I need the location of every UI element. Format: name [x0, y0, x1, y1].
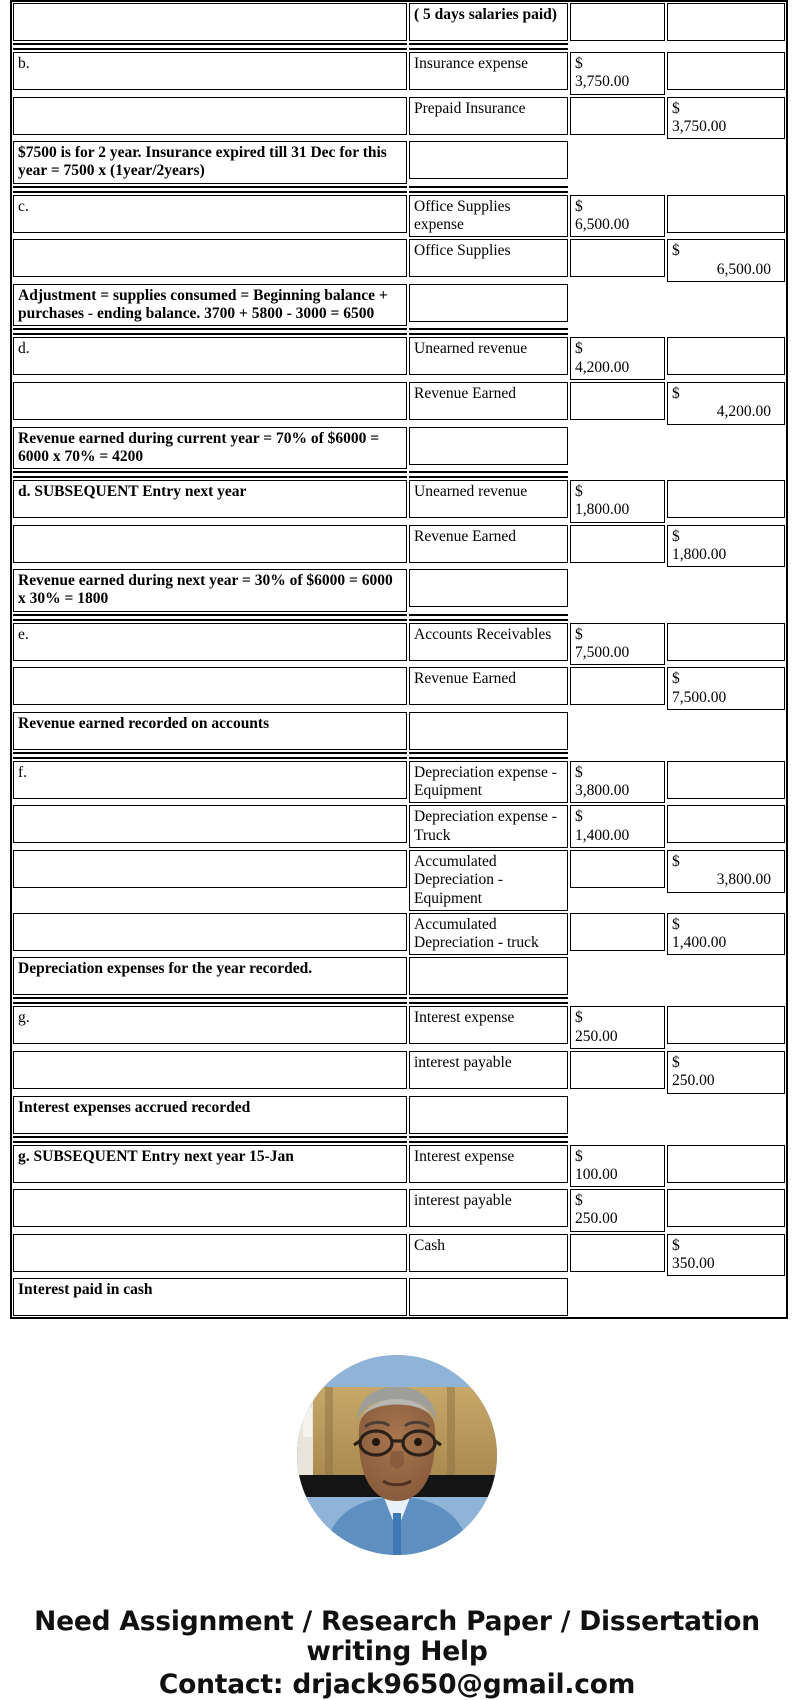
credit-cell — [667, 195, 785, 233]
amount-value: 1,800.00 — [672, 545, 727, 563]
account-cell: Revenue Earned — [409, 382, 568, 420]
account-cell: Prepaid Insurance — [409, 97, 568, 135]
adjusting-entries-table — [10, 0, 788, 1319]
account-cell — [409, 569, 568, 607]
explanation-cell — [13, 667, 407, 705]
explanation-cell: g. SUBSEQUENT Entry next year 15-Jan — [13, 1145, 407, 1183]
amount-value: 6,500.00 — [716, 260, 771, 278]
currency-symbol: $ — [672, 670, 680, 688]
currency-symbol: $ — [575, 763, 583, 781]
currency-symbol: $ — [672, 853, 680, 870]
note-text: Revenue earned during next year = 30% of $6000 = 6000 x 30% = 1800 — [13, 569, 407, 612]
debit-cell — [570, 1051, 665, 1089]
note-row — [12, 283, 786, 328]
explanation-cell: c. — [13, 195, 407, 233]
credit-cell — [666, 711, 786, 749]
explanation-cell: b. — [13, 52, 407, 90]
amount-value: 1,400.00 — [672, 934, 727, 952]
currency-symbol: $ — [575, 1192, 583, 1210]
table-row — [12, 238, 786, 283]
promo-line-2: writing Help — [306, 1636, 488, 1668]
currency-symbol: $ — [672, 915, 680, 933]
explanation-cell: d. — [13, 337, 407, 375]
amount-value: 1,800.00 — [575, 501, 630, 519]
debit-cell — [570, 525, 665, 563]
credit-cell — [666, 1095, 786, 1133]
explanation-cell — [13, 1234, 407, 1272]
note-row — [12, 140, 786, 185]
amount-value: 3,750.00 — [672, 117, 727, 135]
currency-symbol: $ — [672, 1053, 680, 1071]
table-row — [12, 849, 786, 912]
credit-cell — [667, 805, 785, 843]
explanation-cell: e. — [13, 623, 407, 661]
table-row — [12, 1188, 786, 1233]
account-cell — [409, 284, 568, 322]
group-separator — [12, 185, 786, 194]
currency-symbol: $ — [575, 483, 583, 501]
credit-cell — [666, 1277, 786, 1315]
account-cell: Interest expense — [409, 1006, 568, 1044]
debit-cell — [570, 667, 665, 705]
group-separator — [12, 996, 786, 1005]
currency-symbol: $ — [575, 340, 583, 358]
credit-cell — [667, 1189, 785, 1227]
currency-symbol: $ — [575, 197, 583, 215]
table-row — [12, 479, 786, 524]
note-text: Interest paid in cash — [13, 1278, 407, 1316]
explanation-cell — [13, 239, 407, 277]
table-row — [12, 96, 786, 141]
amount-value: 1,400.00 — [575, 826, 630, 844]
account-cell: Office Supplies expense — [409, 195, 568, 238]
group-separator — [12, 751, 786, 760]
currency-symbol: $ — [672, 1236, 680, 1254]
amount-value: 350.00 — [672, 1254, 715, 1272]
debit-cell — [569, 426, 666, 464]
credit-cell — [667, 850, 785, 893]
explanation-cell — [13, 1051, 407, 1089]
account-cell: Revenue Earned — [409, 525, 568, 563]
currency-symbol: $ — [575, 1009, 583, 1027]
amount-value: 4,200.00 — [716, 403, 771, 421]
credit-cell — [666, 426, 786, 464]
promo-line-3: Contact: drjack9650@gmail.com — [158, 1668, 636, 1700]
debit-cell — [570, 805, 665, 848]
account-cell — [409, 1278, 568, 1316]
debit-cell — [570, 195, 665, 238]
table-row — [12, 524, 786, 569]
explanation-cell — [13, 805, 407, 843]
group-separator — [12, 470, 786, 479]
avatar — [297, 1355, 497, 1555]
explanation-cell: g. — [13, 1006, 407, 1044]
group-separator — [12, 42, 786, 51]
debit-cell — [570, 480, 665, 523]
account-cell: Depreciation expense - Equipment — [409, 761, 568, 804]
currency-symbol: $ — [575, 55, 583, 72]
account-cell: Cash — [409, 1234, 568, 1272]
debit-cell — [570, 623, 665, 666]
table-row — [12, 1233, 786, 1278]
currency-symbol: $ — [575, 808, 583, 826]
journal-body — [12, 2, 786, 1317]
debit-cell — [570, 52, 665, 95]
credit-cell — [667, 1145, 785, 1183]
promo-text — [0, 1607, 794, 1700]
group-separator — [12, 613, 786, 622]
credit-cell — [667, 667, 785, 710]
explanation-cell — [13, 382, 407, 420]
table-row — [12, 194, 786, 239]
explanation-cell — [13, 525, 407, 563]
note-row — [12, 1095, 786, 1135]
explanation-cell — [13, 850, 407, 888]
account-cell: Office Supplies — [409, 239, 568, 277]
account-cell: Unearned revenue — [409, 337, 568, 375]
credit-cell — [667, 913, 785, 956]
promo-section — [0, 1355, 794, 1700]
group-separator — [12, 1135, 786, 1144]
note-text: $7500 is for 2 year. Insurance expired till 31 Dec for this year = 7500 x (1year/2years) — [13, 141, 407, 184]
note-row — [12, 426, 786, 471]
credit-cell — [667, 337, 785, 375]
promo-line-1: Need Assignment / Research Paper / Dissertation — [34, 1606, 760, 1638]
table-row — [12, 2, 786, 42]
account-cell: Unearned revenue — [409, 480, 568, 518]
note-text: Depreciation expenses for the year recorded. — [13, 957, 407, 995]
debit-cell — [570, 337, 665, 380]
amount-value: 7,500.00 — [575, 644, 630, 662]
table-row — [12, 51, 786, 96]
account-cell — [409, 712, 568, 750]
credit-cell — [667, 1006, 785, 1044]
table-row — [12, 1005, 786, 1050]
debit-cell — [570, 913, 665, 951]
explanation-cell: f. — [13, 761, 407, 799]
credit-cell — [667, 239, 785, 282]
debit-cell — [569, 140, 666, 178]
amount-value: 250.00 — [575, 1210, 618, 1228]
credit-cell — [666, 956, 786, 994]
credit-cell — [667, 382, 785, 425]
explanation-cell: d. SUBSEQUENT Entry next year — [13, 480, 407, 518]
account-cell: Depreciation expense - Truck — [409, 805, 568, 848]
debit-cell — [570, 1006, 665, 1049]
debit-cell — [570, 1234, 665, 1272]
debit-cell — [570, 97, 665, 135]
debit-cell — [570, 3, 665, 41]
account-cell — [409, 1096, 568, 1134]
table-row — [12, 760, 786, 805]
table-row — [12, 912, 786, 957]
credit-cell — [667, 3, 785, 41]
table-row — [12, 666, 786, 711]
credit-cell — [667, 761, 785, 799]
account-cell: interest payable — [409, 1051, 568, 1089]
amount-value: 4,200.00 — [575, 358, 630, 376]
credit-cell — [666, 283, 786, 321]
account-cell: ( 5 days salaries paid) — [409, 3, 568, 41]
debit-cell — [569, 283, 666, 321]
table-row — [12, 381, 786, 426]
debit-cell — [570, 382, 665, 420]
currency-symbol: $ — [575, 625, 583, 643]
account-cell: Accumulated Depreciation - Equipment — [409, 850, 568, 911]
currency-symbol: $ — [672, 527, 680, 545]
note-row — [12, 1277, 786, 1317]
debit-cell — [570, 1189, 665, 1232]
explanation-cell — [13, 3, 407, 41]
currency-symbol: $ — [672, 242, 680, 260]
account-cell: Accumulated Depreciation - truck — [409, 913, 568, 956]
account-cell — [409, 957, 568, 995]
note-text: Adjustment = supplies consumed = Beginning balance + purchases - ending balance. 3700 + 5800 - 3000 = 6500 — [13, 284, 407, 327]
debit-cell — [570, 1145, 665, 1188]
note-text: Interest expenses accrued recorded — [13, 1096, 407, 1134]
account-cell: interest payable — [409, 1189, 568, 1227]
amount-value: 250.00 — [672, 1072, 715, 1090]
explanation-cell — [13, 97, 407, 135]
portrait-photo-icon — [297, 1355, 497, 1555]
currency-symbol: $ — [575, 1147, 583, 1165]
credit-cell — [667, 97, 785, 140]
credit-cell — [667, 525, 785, 568]
debit-cell — [569, 1095, 666, 1133]
amount-value: 6,500.00 — [575, 215, 630, 233]
debit-cell — [570, 761, 665, 804]
explanation-cell — [13, 913, 407, 951]
debit-cell — [570, 850, 665, 888]
note-row — [12, 711, 786, 751]
account-cell: Revenue Earned — [409, 667, 568, 705]
credit-cell — [666, 568, 786, 606]
credit-cell — [667, 1234, 785, 1277]
group-separator — [12, 327, 786, 336]
debit-cell — [569, 956, 666, 994]
currency-symbol: $ — [672, 384, 680, 402]
table-row — [12, 1050, 786, 1095]
note-text: Revenue earned recorded on accounts — [13, 712, 407, 750]
credit-cell — [667, 1051, 785, 1094]
currency-symbol: $ — [672, 99, 680, 117]
amount-value: 100.00 — [575, 1165, 618, 1183]
credit-cell — [666, 140, 786, 178]
account-cell: Insurance expense — [409, 52, 568, 90]
note-text: Revenue earned during current year = 70% of $6000 = 6000 x 70% = 4200 — [13, 427, 407, 470]
amount-value: 250.00 — [575, 1027, 618, 1045]
debit-cell — [569, 1277, 666, 1315]
amount-value: 3,800.00 — [716, 871, 771, 889]
note-row — [12, 568, 786, 613]
account-cell: Accounts Receivables — [409, 623, 568, 661]
credit-cell — [667, 52, 785, 90]
credit-cell — [667, 623, 785, 661]
amount-value: 3,800.00 — [575, 782, 630, 800]
account-cell: Interest expense — [409, 1145, 568, 1183]
explanation-cell — [13, 1189, 407, 1227]
debit-cell — [570, 239, 665, 277]
credit-cell — [667, 480, 785, 518]
debit-cell — [569, 711, 666, 749]
amount-value: 7,500.00 — [672, 688, 727, 706]
amount-value: 3,750.00 — [575, 73, 630, 91]
debit-cell — [569, 568, 666, 606]
account-cell — [409, 427, 568, 465]
table-row — [12, 1144, 786, 1189]
table-row — [12, 804, 786, 849]
table-row — [12, 336, 786, 381]
note-row — [12, 956, 786, 996]
table-row — [12, 622, 786, 667]
account-cell — [409, 141, 568, 179]
